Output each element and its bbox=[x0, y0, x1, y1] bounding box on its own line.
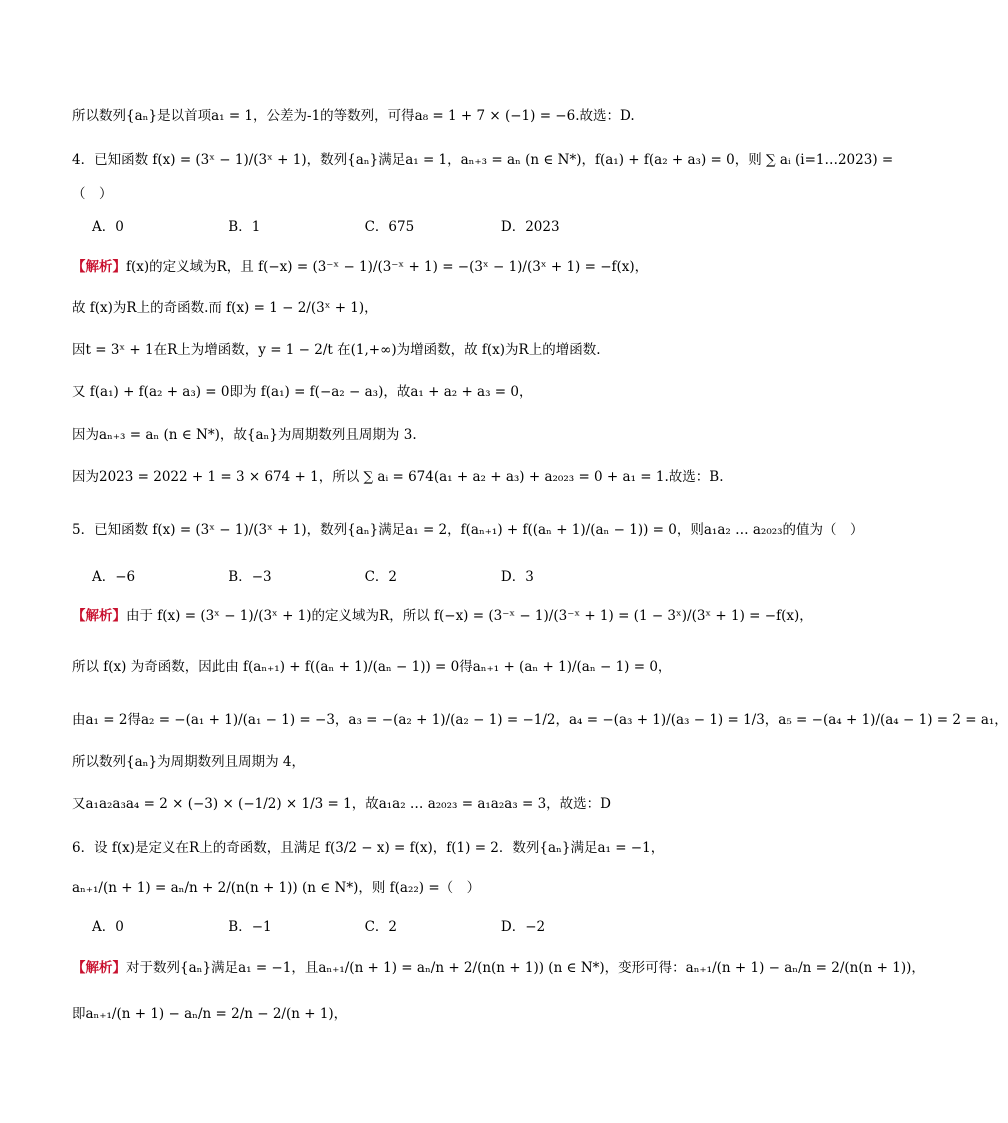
solution-4-line-5 bbox=[72, 425, 734, 445]
text: 又a₁a₂a₃a₄ = 2 × (−3) × (−1/2) × 1/3 = 1，故a₁a₂ … a₂₀₂₃ = a₁a₂a₃ = 3，故选：D bbox=[72, 796, 612, 812]
solution-5-line-3 bbox=[72, 710, 1008, 730]
text: 因为2023 = 2022 + 1 = 3 × 674 + 1，所以 ∑ aᵢ = 674(a₁ + a₂ + a₃) + a₂₀₂₃ = 0 + a₁ = 1.故选：B. bbox=[72, 469, 724, 485]
option-b: B．−3 bbox=[228, 569, 272, 585]
solution-5-line-2 bbox=[72, 657, 734, 677]
text: 由a₁ = 2得a₂ = −(a₁ + 1)/(a₁ − 1) = −3，a₃ = −(a₂ + 1)/(a₂ − 1) = −1/2，a₄ = −(a₃ + 1)/(a₃ − 1) = 1/3，a₅ = −(a₄ + 1)/(a₄ − 1) = 2 = a₁， bbox=[72, 712, 1008, 728]
solution-6-line-1 bbox=[72, 958, 925, 978]
text: 对于数列{aₙ}满足a₁ = −1，且aₙ₊₁/(n + 1) = aₙ/n + 2/(n(n + 1)) (n ∈ N*)，变形可得：aₙ₊₁/(n + 1) − aₙ/n = 2/(n(n + 1))， bbox=[126, 960, 925, 976]
analysis-tag: 【解析】 bbox=[72, 259, 126, 275]
question-4-options bbox=[92, 217, 652, 237]
option-b: B．−1 bbox=[228, 919, 272, 935]
option-a: A．0 bbox=[92, 919, 124, 935]
solution-4-line-3 bbox=[72, 340, 734, 360]
text: 即aₙ₊₁/(n + 1) − aₙ/n = 2/n − 2/(n + 1)， bbox=[72, 1006, 348, 1022]
question-4 bbox=[72, 150, 894, 170]
question-6 bbox=[72, 838, 734, 858]
solution-6-line-2 bbox=[72, 1004, 734, 1024]
option-a: A．−6 bbox=[92, 569, 136, 585]
text: 所以数列{aₙ}为周期数列且周期为 4， bbox=[72, 754, 305, 770]
text: 所以数列{aₙ}是以首项a₁ = 1，公差为-1的等数列，可得a₈ = 1 + 7 × (−1) = −6.故选：D. bbox=[72, 108, 635, 124]
solution-4-line-6 bbox=[72, 467, 734, 487]
option-c: C．675 bbox=[364, 219, 415, 235]
question-text: 4．已知函数 f(x) = (3ˣ − 1)/(3ˣ + 1)，数列{aₙ}满足a₁ = 1，aₙ₊₃ = aₙ (n ∈ N*)，f(a₁) + f(a₂ + a₃) = 0，则 ∑ aᵢ (i=1…2023) = bbox=[72, 152, 894, 168]
option-d: D．2023 bbox=[500, 219, 560, 235]
question-5 bbox=[72, 520, 864, 540]
text: 故 f(x)为R上的奇函数.而 f(x) = 1 − 2/(3ˣ + 1)， bbox=[72, 300, 378, 316]
question-text: 5．已知函数 f(x) = (3ˣ − 1)/(3ˣ + 1)，数列{aₙ}满足a₁ = 2，f(aₙ₊₁) + f((aₙ + 1)/(aₙ − 1)) = 0，则a₁a₂ … a₂₀₂₃的值为（ ） bbox=[72, 522, 864, 538]
solution-5-line-5 bbox=[72, 794, 734, 814]
question-6-line-2 bbox=[72, 878, 734, 898]
text: 由于 f(x) = (3ˣ − 1)/(3ˣ + 1)的定义域为R，所以 f(−x) = (3⁻ˣ − 1)/(3⁻ˣ + 1) = (1 − 3ˣ)/(3ˣ + 1) = −f(x)， bbox=[126, 608, 813, 624]
text: 因t = 3ˣ + 1在R上为增函数，y = 1 − 2/t 在(1,+∞)为增函数，故 f(x)为R上的增函数. bbox=[72, 342, 601, 358]
question-5-options bbox=[92, 567, 652, 587]
solution-5-line-4 bbox=[72, 752, 734, 772]
question-6-options bbox=[92, 917, 652, 937]
text: 又 f(a₁) + f(a₂ + a₃) = 0即为 f(a₁) = f(−a₂ − a₃)，故a₁ + a₂ + a₃ = 0， bbox=[72, 384, 533, 400]
solution-4-line-2 bbox=[72, 298, 734, 318]
option-d: D．−2 bbox=[500, 919, 546, 935]
question-text: aₙ₊₁/(n + 1) = aₙ/n + 2/(n(n + 1)) (n ∈ N*)，则 f(a₂₂) =（ ） bbox=[72, 880, 481, 896]
text: f(x)的定义域为R，且 f(−x) = (3⁻ˣ − 1)/(3⁻ˣ + 1) = −(3ˣ − 1)/(3ˣ + 1) = −f(x)， bbox=[126, 259, 649, 275]
solution-4-line-4 bbox=[72, 382, 734, 402]
solution-5-line-1 bbox=[72, 606, 813, 626]
option-c: C．2 bbox=[364, 569, 398, 585]
option-b: B．1 bbox=[228, 219, 261, 235]
option-a: A．0 bbox=[92, 219, 124, 235]
question-4-bracket bbox=[72, 184, 734, 204]
solution-4-line-1 bbox=[72, 257, 734, 277]
option-c: C．2 bbox=[364, 919, 398, 935]
option-d: D．3 bbox=[500, 569, 534, 585]
text-line bbox=[72, 106, 734, 126]
question-text: 6．设 f(x)是定义在R上的奇函数，且满足 f(3/2 − x) = f(x)，f(1) = 2．数列{aₙ}满足a₁ = −1， bbox=[72, 840, 665, 856]
answer-bracket: （ ） bbox=[72, 186, 113, 202]
text: 因为aₙ₊₃ = aₙ (n ∈ N*)，故{aₙ}为周期数列且周期为 3. bbox=[72, 427, 417, 443]
analysis-tag: 【解析】 bbox=[72, 608, 126, 624]
text: 所以 f(x) 为奇函数，因此由 f(aₙ₊₁) + f((aₙ + 1)/(aₙ − 1)) = 0得aₙ₊₁ + (aₙ + 1)/(aₙ − 1) = 0， bbox=[72, 659, 672, 675]
analysis-tag: 【解析】 bbox=[72, 960, 126, 976]
